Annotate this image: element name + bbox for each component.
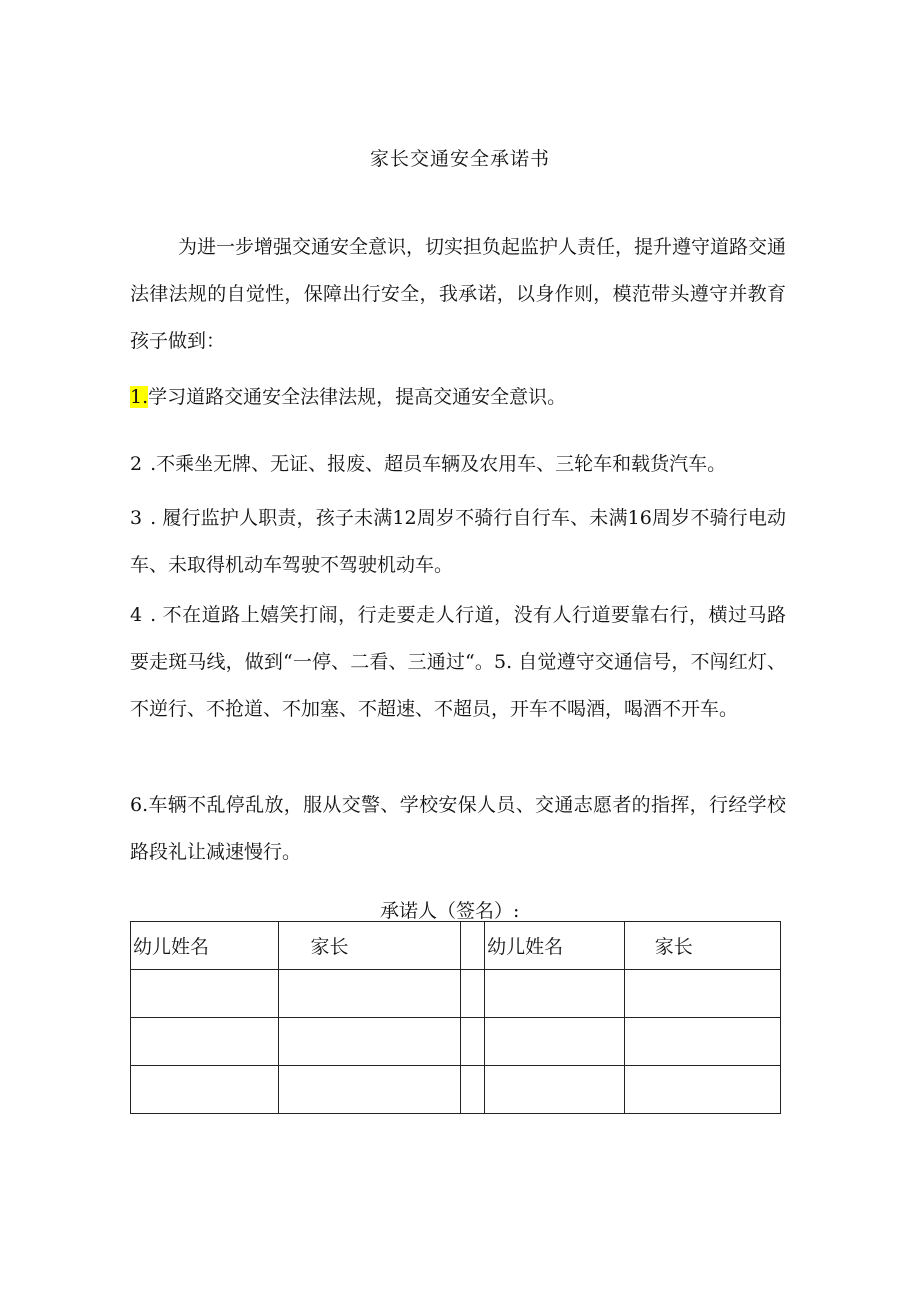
parent-signature-cell[interactable] bbox=[624, 1066, 780, 1114]
child-name-cell[interactable] bbox=[131, 1066, 279, 1114]
item-text: 车辆不乱停乱放，服从交警、学校安保人员、交通志愿者的指挥，行经学校路段礼让减速慢行。 bbox=[130, 794, 786, 863]
list-item-1 bbox=[130, 374, 786, 421]
signature-table bbox=[130, 921, 781, 1114]
table-row bbox=[131, 970, 781, 1018]
table-row bbox=[131, 1066, 781, 1114]
item-number: 4 bbox=[130, 604, 143, 626]
parent-signature-cell[interactable] bbox=[278, 1018, 461, 1066]
child-name-cell[interactable] bbox=[485, 1066, 625, 1114]
item-text: 学习道路交通安全法律法规，提高交通安全意识。 bbox=[148, 386, 567, 408]
intro-paragraph: 为进一步增强交通安全意识，切实担负起监护人责任，提升遵守道路交通法律法规的自觉性，保障出行安全，我承诺，以身作则，模范带头遵守并教育孩子做到： bbox=[130, 236, 787, 352]
child-name-cell[interactable] bbox=[131, 1018, 279, 1066]
parent-signature-cell[interactable] bbox=[624, 970, 780, 1018]
list-item-3 bbox=[130, 495, 786, 589]
table-row bbox=[131, 1018, 781, 1066]
spacer-cell bbox=[461, 970, 485, 1018]
signature-label: 承诺人（签名）: bbox=[380, 900, 520, 922]
parent-signature-cell[interactable] bbox=[624, 1018, 780, 1066]
child-name-cell[interactable] bbox=[485, 1018, 625, 1066]
header-spacer bbox=[461, 922, 485, 970]
item-number: 6. bbox=[130, 794, 149, 816]
item-number: 3 bbox=[130, 507, 143, 529]
header-child-name: 幼儿姓名 bbox=[485, 922, 625, 970]
table-header-row bbox=[131, 922, 781, 970]
parent-signature-cell[interactable] bbox=[278, 1066, 461, 1114]
item-text: . 履行监护人职责，孩子未满12周岁不骑行自行车、未满16周岁不骑行电动车、未取得机动车驾驶不驾驶机动车。 bbox=[130, 507, 786, 576]
spacer-cell bbox=[461, 1018, 485, 1066]
spacer-cell bbox=[461, 1066, 485, 1114]
header-child-name: 幼儿姓名 bbox=[131, 922, 279, 970]
parent-signature-cell[interactable] bbox=[278, 970, 461, 1018]
list-item-2 bbox=[130, 441, 786, 488]
header-parent: 家长 bbox=[278, 922, 461, 970]
child-name-cell[interactable] bbox=[485, 970, 625, 1018]
list-item-6 bbox=[130, 782, 786, 876]
header-parent: 家长 bbox=[624, 922, 780, 970]
list-item-4 bbox=[130, 592, 786, 733]
child-name-cell[interactable] bbox=[131, 970, 279, 1018]
item-text: .不乘坐无牌、无证、报废、超员车辆及农用车、三轮车和载货汽车。 bbox=[150, 453, 727, 475]
item-text: . 不在道路上嬉笑打闹，行走要走人行道，没有人行道要靠右行，横过马路要走斑马线，做到“一停、二看、三通过“。5. 自觉遵守交通信号，不闯红灯、不逆行、不抢道、不加塞、不超速、不超员，开车不喝酒，喝酒不开车。 bbox=[130, 604, 786, 720]
item-number-highlighted: 1. bbox=[130, 386, 149, 408]
document-title: 家长交通安全承诺书 bbox=[369, 148, 550, 170]
item-number: 2 bbox=[130, 453, 143, 475]
